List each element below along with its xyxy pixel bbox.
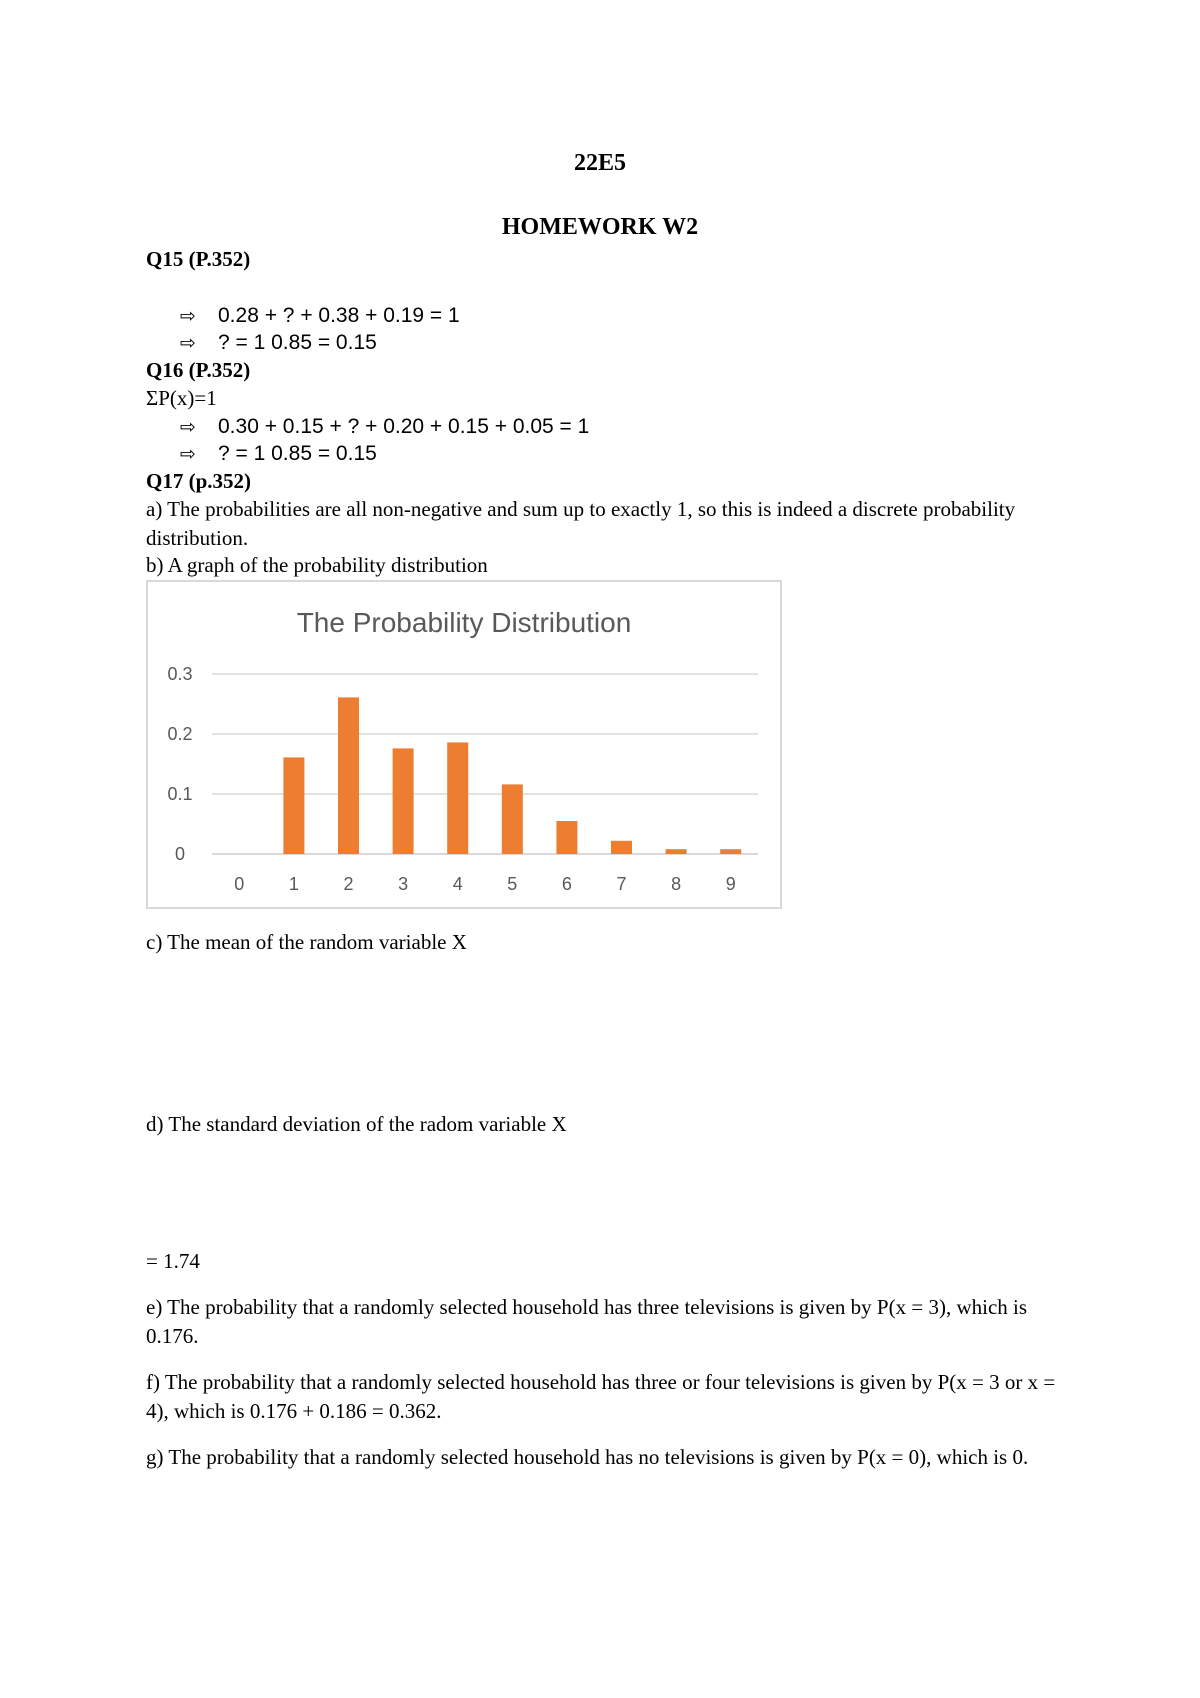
bar xyxy=(502,784,523,854)
q16-equation-1 xyxy=(180,413,589,441)
q15-equation-2-text: ? = 1 0.85 = 0.15 xyxy=(218,331,377,354)
x-tick-label: 4 xyxy=(452,874,463,894)
q17-part-b: b) A graph of the probability distribution xyxy=(146,553,488,577)
q17-heading: Q17 (p.352) xyxy=(146,469,251,493)
chart-svg xyxy=(148,582,780,907)
q15-heading: Q15 (P.352) xyxy=(146,247,251,271)
q16-equation-2 xyxy=(180,440,377,468)
x-tick-label: 8 xyxy=(671,874,682,894)
q15-equation-1 xyxy=(180,302,460,330)
y-tick-label: 0.1 xyxy=(167,784,193,804)
right-arrow-icon: ⇨ xyxy=(180,332,196,354)
bar xyxy=(556,821,577,854)
page-title: HOMEWORK W2 xyxy=(501,214,699,240)
x-tick-label: 5 xyxy=(507,874,518,894)
q16-equation-1-text: 0.30 + 0.15 + ? + 0.20 + 0.15 + 0.05 = 1 xyxy=(218,415,590,438)
x-tick-label: 6 xyxy=(561,874,572,894)
q17-part-d: d) The standard deviation of the radom variable X xyxy=(146,1112,567,1136)
bar xyxy=(283,757,304,854)
q16-equation-2-text: ? = 1 0.85 = 0.15 xyxy=(218,442,377,465)
q16-sum-line: ΣP(x)=1 xyxy=(146,386,217,410)
q17-part-c: c) The mean of the random variable X xyxy=(146,930,467,954)
x-tick-label: 7 xyxy=(616,874,627,894)
q15-equation-2 xyxy=(180,329,377,357)
x-tick-label: 9 xyxy=(725,874,736,894)
q17-part-d-result: = 1.74 xyxy=(146,1249,200,1273)
course-code: 22E5 xyxy=(573,150,626,176)
q17-part-f: f) The probability that a randomly selected household has three or four televisions is given by P(x = 3 or x = 4), which is 0.176 + 0.186 = 0.362. xyxy=(146,1370,1056,1423)
right-arrow-icon: ⇨ xyxy=(180,305,196,327)
probability-chart xyxy=(146,580,782,909)
bar xyxy=(447,742,468,854)
x-tick-label: 2 xyxy=(343,874,354,894)
y-tick-label: 0 xyxy=(174,844,186,864)
q17-part-a: a) The probabilities are all non-negative and sum up to exactly 1, so this is indeed a discrete probability distribution. xyxy=(146,497,1016,550)
right-arrow-icon: ⇨ xyxy=(180,416,196,438)
q16-heading: Q16 (P.352) xyxy=(146,358,251,382)
y-tick-label: 0.2 xyxy=(167,724,193,744)
bar xyxy=(720,849,741,854)
bar xyxy=(611,841,632,854)
y-tick-label: 0.3 xyxy=(167,664,193,684)
bar xyxy=(338,697,359,854)
x-tick-label: 1 xyxy=(288,874,299,894)
q17-part-g: g) The probability that a randomly selected household has no televisions is given by P(x = 0), which is 0. xyxy=(146,1445,1029,1469)
right-arrow-icon: ⇨ xyxy=(180,443,196,465)
bar xyxy=(666,849,687,854)
chart-title: The Probability Distribution xyxy=(296,607,632,638)
bar xyxy=(393,748,414,854)
x-tick-label: 3 xyxy=(398,874,409,894)
q17-part-e: e) The probability that a randomly selected household has three televisions is given by P(x = 3), which is 0.176. xyxy=(146,1295,1028,1348)
q15-equation-1-text: 0.28 + ? + 0.38 + 0.19 = 1 xyxy=(218,304,460,327)
x-tick-label: 0 xyxy=(234,874,245,894)
